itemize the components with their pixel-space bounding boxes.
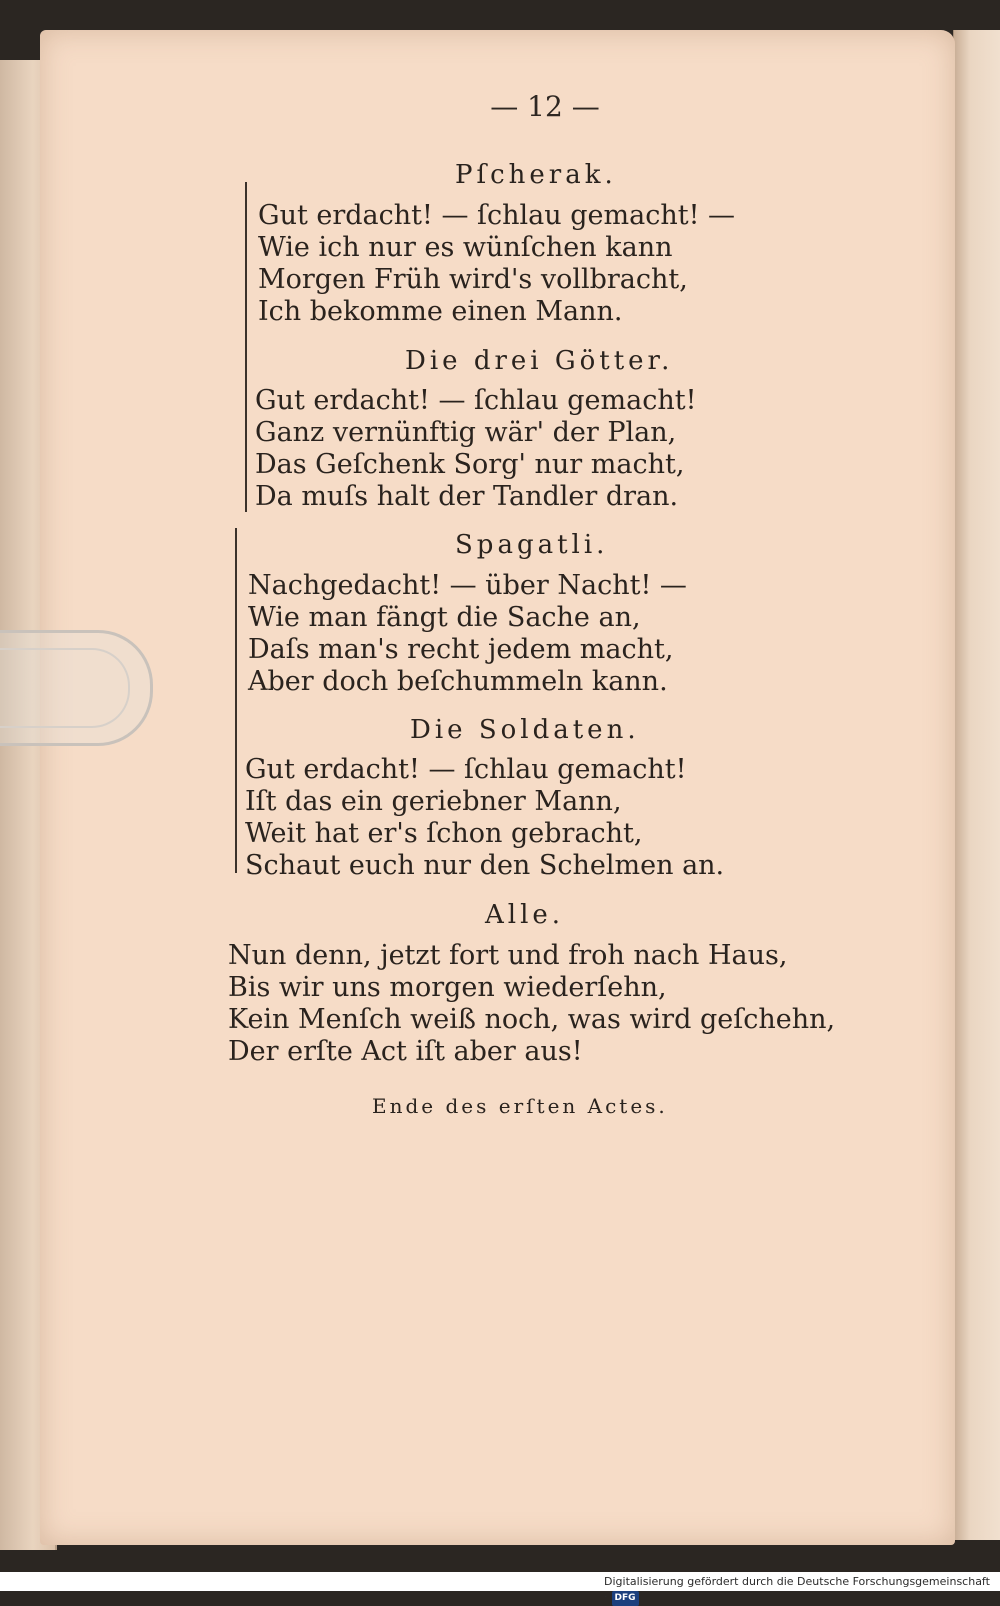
verse-line: Morgen Früh wird's vollbracht,	[258, 264, 688, 295]
verse-line: Weit hat er's ſchon gebracht,	[245, 818, 643, 849]
verse-line: Das Geſchenk Sorg' nur macht,	[255, 449, 685, 480]
stanza-bracket-1	[245, 182, 247, 512]
speaker-name: Die Soldaten.	[410, 715, 640, 745]
verse-line: Daſs man's recht jedem macht,	[248, 634, 674, 665]
verse-line: Iſt das ein geriebner Mann,	[245, 786, 622, 817]
verse-line: Kein Menſch weiß noch, was wird geſchehn,	[228, 1004, 836, 1035]
stanza-bracket-2	[235, 528, 237, 873]
verse-line: Ich bekomme einen Mann.	[258, 296, 623, 327]
speaker-name: Pſcherak.	[455, 160, 617, 190]
verse-line: Wie man fängt die Sache an,	[248, 602, 641, 633]
verse-line: Wie ich nur es wünſchen kann	[258, 232, 673, 263]
verse-line: Aber doch beſchummeln kann.	[248, 666, 668, 697]
end-of-act-note: Ende des erſten Actes.	[372, 1094, 668, 1118]
verse-line: Bis wir uns morgen wiederſehn,	[228, 972, 667, 1003]
right-page-edge	[953, 30, 1000, 1540]
speaker-name: Spagatli.	[455, 530, 609, 560]
verse-line: Nun denn, jetzt fort und froh nach Haus,	[228, 940, 788, 971]
page-number: — 12 —	[490, 90, 600, 123]
digitization-credit	[600, 1574, 1000, 1603]
verse-line: Gut erdacht! — ſchlau gemacht!	[255, 385, 697, 416]
credit-text: Digitalisierung gefördert durch die Deutsche Forschungsgemeinschaft ·	[604, 1575, 990, 1603]
verse-line: Gut erdacht! — ſchlau gemacht! —	[258, 200, 735, 231]
verse-line: Nachgedacht! — über Nacht! —	[248, 570, 687, 601]
verse-line: Ganz vernünftig wär' der Plan,	[255, 417, 677, 448]
dfg-logo: DFG	[612, 1591, 639, 1606]
verse-line: Gut erdacht! — ſchlau gemacht!	[245, 754, 687, 785]
paper-clip-inner	[0, 648, 130, 728]
verse-line: Da muſs halt der Tandler dran.	[255, 481, 679, 512]
verse-line: Schaut euch nur den Schelmen an.	[245, 850, 725, 881]
verse-line: Der erſte Act iſt aber aus!	[228, 1036, 583, 1067]
speaker-name: Alle.	[485, 900, 565, 930]
speaker-name: Die drei Götter.	[405, 346, 674, 376]
